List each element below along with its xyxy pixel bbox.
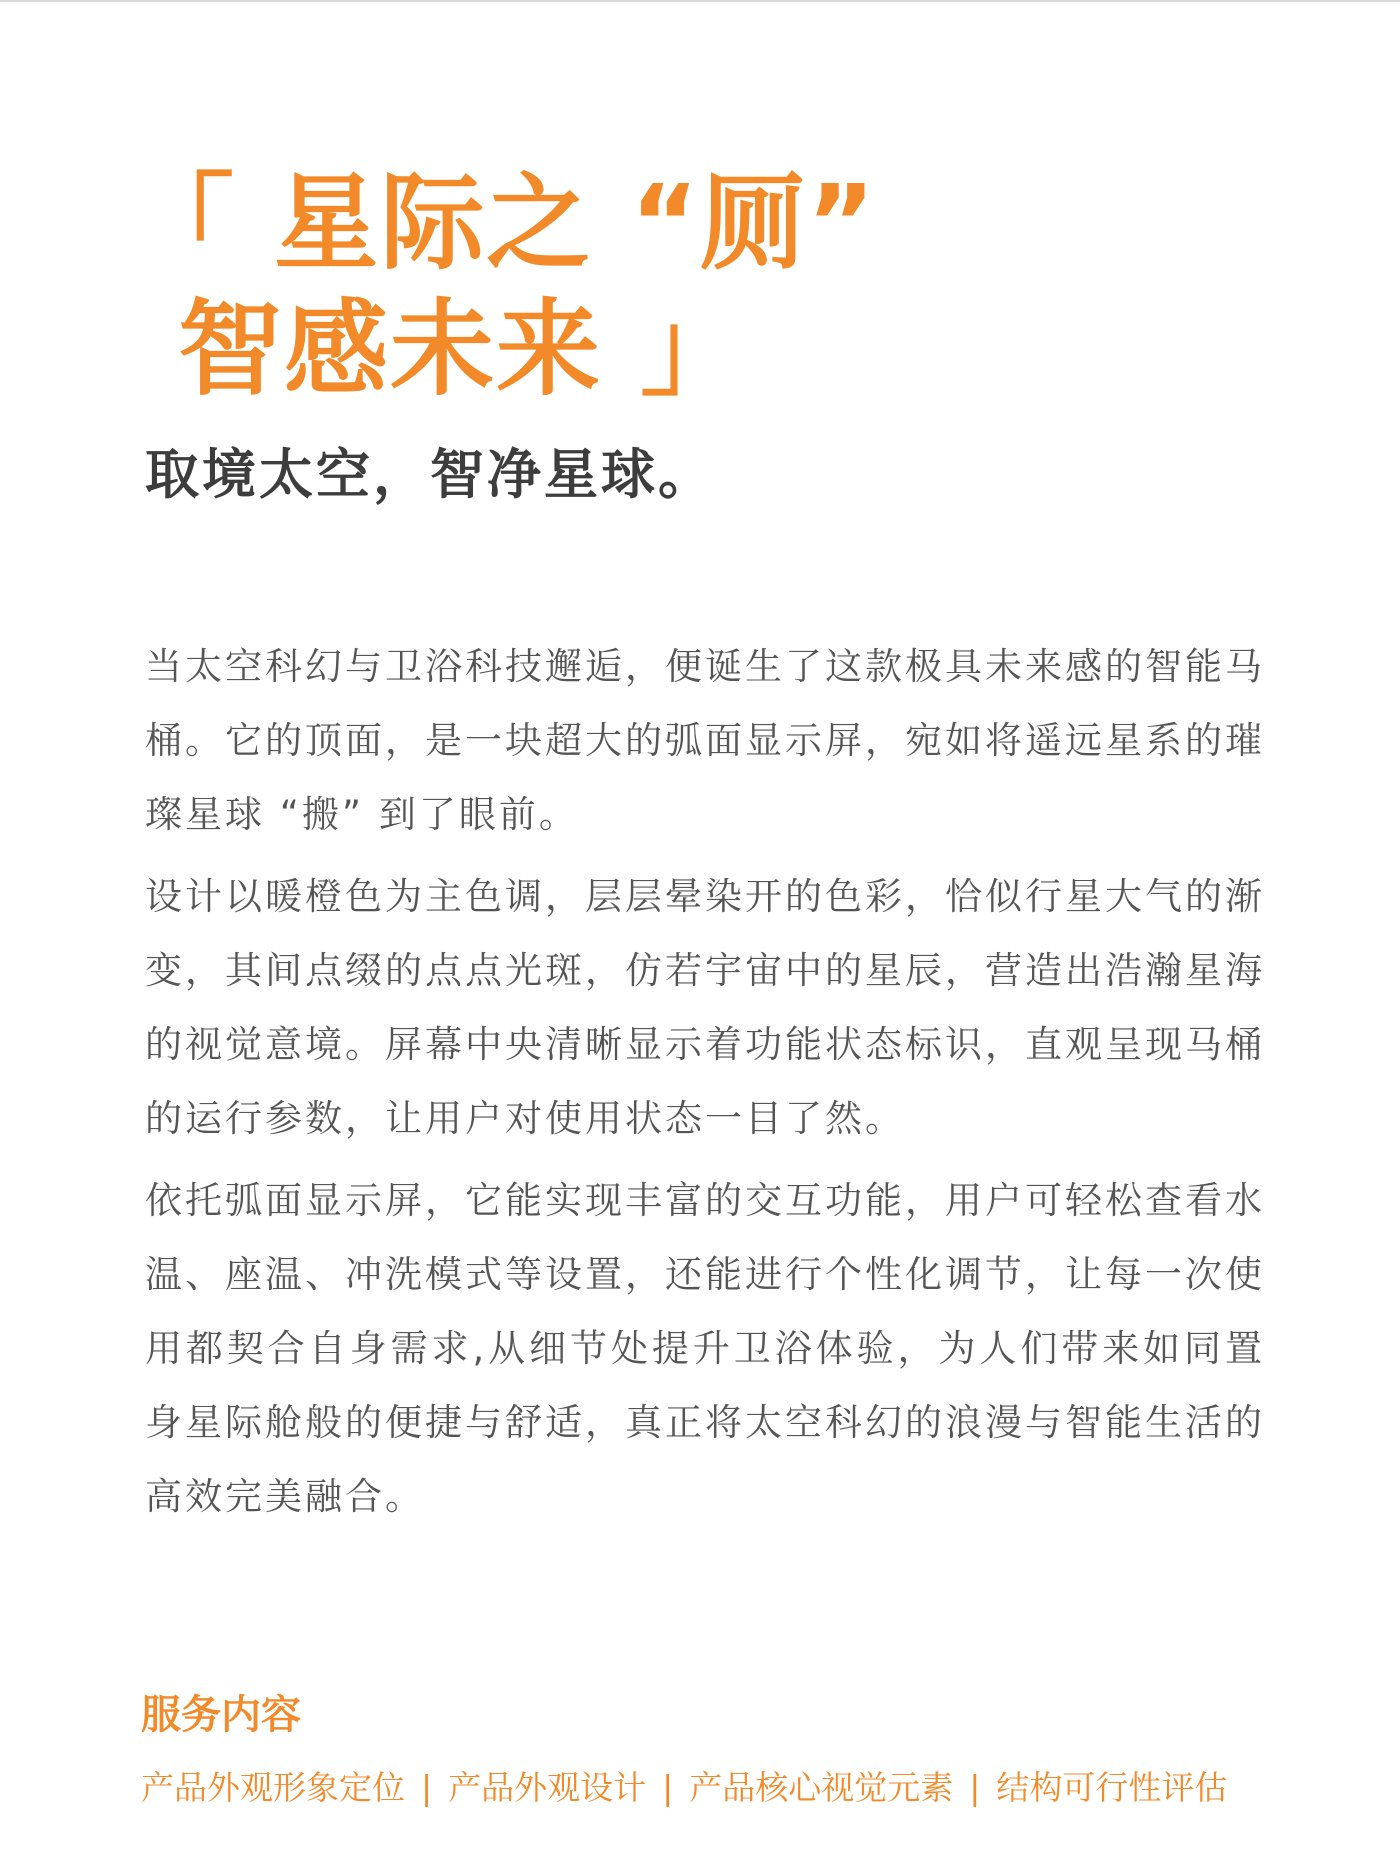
service-separator: | [662,1768,674,1807]
description-paragraph-2: 设计以暖橙色为主色调，层层晕染开的色彩，恰似行星大气的渐变，其间点缀的点点光斑，仿若宇宙中的星辰，营造出浩瀚星海的视觉意境。屏幕中央清晰显示着功能状态标识，直观呈现马桶的运行参数，让用户对使用状态一目了然。 [145,875,1265,1140]
top-divider [0,0,1400,2]
service-item-positioning: 产品外观形象定位 [141,1768,405,1807]
hero-subtitle: 取境太空，智净星球。 [145,443,715,506]
service-item-structure-feasibility: 结构可行性评估 [996,1768,1228,1807]
services-list [141,1763,1361,1813]
service-separator: | [421,1768,433,1807]
description-paragraph-1: 当太空科幻与卫浴科技邂逅，便诞生了这款极具未来感的智能马桶。它的顶面，是一块超大的弧面显示屏，宛如将遥远星系的璀璨星球 “搬” 到了眼前。 [145,645,1265,836]
description-body [145,630,1265,1542]
hero-title [130,160,1030,412]
hero-title-line-1: 「 星际之 “厕” [130,162,878,284]
services-heading: 服务内容 [141,1692,301,1738]
service-item-appearance-design: 产品外观设计 [448,1768,647,1807]
hero-title-line-2: 智感未来 」 [178,288,747,410]
service-item-core-visual: 产品核心视觉元素 [689,1768,954,1807]
description-paragraph-3: 依托弧面显示屏，它能实现丰富的交互功能，用户可轻松查看水温、座温、冲洗模式等设置，还能进行个性化调节，让每一次使用都契合自身需求,从细节处提升卫浴体验，为人们带来如同置身星际舱般的便捷与舒适，真正将太空科幻的浪漫与智能生活的高效完美融合。 [145,1179,1265,1518]
service-separator: | [969,1768,981,1807]
